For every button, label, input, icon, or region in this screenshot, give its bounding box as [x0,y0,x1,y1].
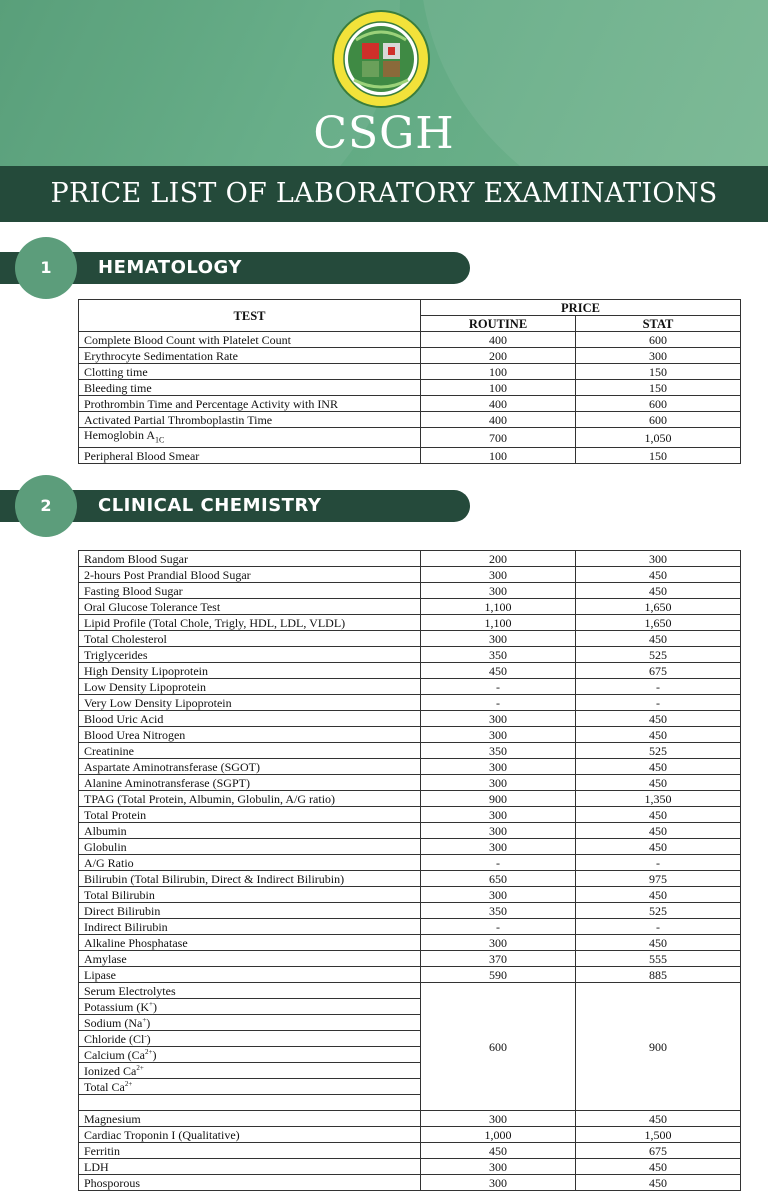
routine-price: 400 [421,332,576,348]
test-name: Potassium (K+) [79,999,421,1015]
test-name: Activated Partial Thromboplastin Time [79,412,421,428]
routine-price: 300 [421,583,576,599]
routine-price: 450 [421,1143,576,1159]
ion-charge: + [142,1015,147,1024]
table-row [79,1143,741,1159]
routine-price: 300 [421,631,576,647]
test-name: Creatinine [79,743,421,759]
test-name: Blood Urea Nitrogen [79,727,421,743]
test-name: Total Bilirubin [79,887,421,903]
test-name: Globulin [79,839,421,855]
table-row [79,615,741,631]
routine-price: - [421,679,576,695]
column-header-test: TEST [79,300,421,332]
stat-price: 1,650 [576,599,741,615]
column-header-stat: STAT [576,316,741,332]
test-name-text: Ionized Ca [84,1063,137,1078]
page-header [0,0,768,166]
stat-price: 885 [576,967,741,983]
test-name: Prothrombin Time and Percentage Activity with INR [79,396,421,412]
table-row [79,967,741,983]
test-name: Total Protein [79,807,421,823]
test-name: Fasting Blood Sugar [79,583,421,599]
section-title: CLINICAL CHEMISTRY [98,495,322,516]
ion-charge: 2+ [124,1079,133,1088]
stat-price: 450 [576,935,741,951]
stat-price: 450 [576,823,741,839]
table-row [79,348,741,364]
stat-price: 675 [576,663,741,679]
routine-price: 300 [421,727,576,743]
routine-price: 300 [421,807,576,823]
table-row [79,743,741,759]
stat-price: 450 [576,887,741,903]
routine-price: 300 [421,839,576,855]
stat-price: 300 [576,551,741,567]
stat-price: 150 [576,364,741,380]
stat-price: 975 [576,871,741,887]
table-row [79,364,741,380]
routine-price: 350 [421,647,576,663]
stat-price: 555 [576,951,741,967]
routine-price: 300 [421,759,576,775]
stat-price: - [576,679,741,695]
test-name: Total Cholesterol [79,631,421,647]
test-name: High Density Lipoprotein [79,663,421,679]
table-row [79,1159,741,1175]
routine-price: 350 [421,743,576,759]
table-row [79,807,741,823]
stat-price: 450 [576,839,741,855]
test-name: Very Low Density Lipoprotein [79,695,421,711]
table-row [79,428,741,448]
table-row [79,791,741,807]
routine-price: 1,000 [421,1127,576,1143]
test-name: Direct Bilirubin [79,903,421,919]
test-name: Albumin [79,823,421,839]
routine-price: 900 [421,791,576,807]
routine-price: 370 [421,951,576,967]
table-row [79,759,741,775]
stat-price: 300 [576,348,741,364]
stat-price: 1,500 [576,1127,741,1143]
stat-price: 525 [576,743,741,759]
stat-price: 450 [576,631,741,647]
stat-price: 450 [576,727,741,743]
routine-price: 700 [421,428,576,448]
table-row [79,1111,741,1127]
test-name: Peripheral Blood Smear [79,448,421,464]
stat-price: 525 [576,647,741,663]
table-row [79,663,741,679]
stat-price: 450 [576,775,741,791]
routine-price: 300 [421,1175,576,1191]
test-name: Indirect Bilirubin [79,919,421,935]
test-name-text: Hemoglobin A [84,428,155,442]
routine-price: 400 [421,412,576,428]
test-name: Clotting time [79,364,421,380]
table-row [79,448,741,464]
ion-charge: 2+ [144,1047,153,1056]
routine-price: 400 [421,396,576,412]
table-row [79,951,741,967]
test-name: Serum Electrolytes [79,983,421,999]
stat-price: 525 [576,903,741,919]
table-row [79,711,741,727]
routine-price: 200 [421,551,576,567]
test-name: Cardiac Troponin I (Qualitative) [79,1127,421,1143]
routine-price: 300 [421,887,576,903]
hematology-price-table [78,299,741,464]
section-number-badge: 1 [15,237,77,299]
table-row [79,647,741,663]
table-row [79,599,741,615]
routine-price: 300 [421,567,576,583]
routine-price: 300 [421,823,576,839]
table-row [79,631,741,647]
test-name: Lipid Profile (Total Chole, Trigly, HDL, LDL, VLDL) [79,615,421,631]
table-row [79,839,741,855]
section-title: HEMATOLOGY [98,257,242,278]
routine-price: - [421,855,576,871]
stat-price: 150 [576,380,741,396]
stat-price: - [576,919,741,935]
stat-price: 675 [576,1143,741,1159]
table-row [79,983,741,999]
stat-price: 450 [576,711,741,727]
table-row [79,679,741,695]
test-name: Low Density Lipoprotein [79,679,421,695]
table-row [79,695,741,711]
table-row [79,380,741,396]
routine-price: 100 [421,448,576,464]
brand-name: CSGH [313,108,455,159]
column-header-price: PRICE [421,300,741,316]
table-row [79,727,741,743]
empty-cell [79,1095,421,1111]
test-name: Bilirubin (Total Bilirubin, Direct & Indirect Bilirubin) [79,871,421,887]
test-name: Alkaline Phosphatase [79,935,421,951]
routine-price: 300 [421,711,576,727]
test-name: TPAG (Total Protein, Albumin, Globulin, A/G ratio) [79,791,421,807]
table-row [79,903,741,919]
table-row [79,1127,741,1143]
test-name-text: Total Ca [84,1079,125,1094]
test-name: 2-hours Post Prandial Blood Sugar [79,567,421,583]
stat-price: 450 [576,583,741,599]
table-row [79,871,741,887]
test-name: Blood Uric Acid [79,711,421,727]
routine-price: 1,100 [421,615,576,631]
test-name: Complete Blood Count with Platelet Count [79,332,421,348]
test-name [79,1079,421,1095]
stat-price: 1,050 [576,428,741,448]
test-name: Erythrocyte Sedimentation Rate [79,348,421,364]
test-name-text: Sodium (Na [84,1015,143,1030]
ion-charge: + [149,999,153,1008]
test-name-text: Calcium (Ca [84,1047,145,1062]
routine-price: - [421,695,576,711]
column-header-routine: ROUTINE [421,316,576,332]
routine-price: 600 [421,983,576,1111]
stat-price: 600 [576,332,741,348]
routine-price: 1,100 [421,599,576,615]
table-row [79,887,741,903]
routine-price: 300 [421,1159,576,1175]
routine-price: 450 [421,663,576,679]
test-name: Aspartate Aminotransferase (SGOT) [79,759,421,775]
test-name: Oral Glucose Tolerance Test [79,599,421,615]
test-name-text: Chloride (Cl [84,1031,145,1046]
test-name: Ferritin [79,1143,421,1159]
test-name: Random Blood Sugar [79,551,421,567]
test-name: Amylase [79,951,421,967]
stat-price: 600 [576,396,741,412]
stat-price: 1,350 [576,791,741,807]
stat-price: 450 [576,1159,741,1175]
test-name: Lipase [79,967,421,983]
table-row [79,775,741,791]
stat-price: 900 [576,983,741,1111]
stat-price: 450 [576,567,741,583]
routine-price: 300 [421,935,576,951]
test-name: Phosporous [79,1175,421,1191]
routine-price: 100 [421,364,576,380]
test-name [79,428,421,448]
table-row [79,935,741,951]
test-name: Alanine Aminotransferase (SGPT) [79,775,421,791]
table-row [79,583,741,599]
routine-price: - [421,919,576,935]
routine-price: 650 [421,871,576,887]
clinical-chemistry-price-table [78,550,741,1191]
stat-price: 1,650 [576,615,741,631]
stat-price: - [576,855,741,871]
test-name: Sodium (Na+) [79,1015,421,1031]
table-row [79,396,741,412]
routine-price: 100 [421,380,576,396]
ion-charge: - [144,1031,147,1040]
routine-price: 300 [421,775,576,791]
table-row [79,919,741,935]
test-name-text: Potassium (K [84,999,150,1014]
test-name: Triglycerides [79,647,421,663]
test-name: LDH [79,1159,421,1175]
table-row [79,551,741,567]
ion-charge: 2+ [136,1063,144,1072]
table-row [79,823,741,839]
test-name: Magnesium [79,1111,421,1127]
stat-price: - [576,695,741,711]
csgh-seal-logo-icon [332,10,430,108]
routine-price: 350 [421,903,576,919]
routine-price: 300 [421,1111,576,1127]
table-row [79,1175,741,1191]
page-title: PRICE LIST OF LABORATORY EXAMINATIONS [0,166,768,222]
routine-price: 590 [421,967,576,983]
table-row [79,567,741,583]
stat-price: 450 [576,759,741,775]
table-row [79,412,741,428]
test-name: A/G Ratio [79,855,421,871]
stat-price: 450 [576,1111,741,1127]
stat-price: 600 [576,412,741,428]
table-row [79,332,741,348]
test-name: Calcium $(Ca^{2+})$ [79,1047,421,1063]
stat-price: 150 [576,448,741,464]
test-name: Chloride (Cl-) [79,1031,421,1047]
stat-price: 450 [576,807,741,823]
table-row [79,855,741,871]
stat-price: 450 [576,1175,741,1191]
test-name [79,1063,421,1079]
routine-price: 200 [421,348,576,364]
test-name: Bleeding time [79,380,421,396]
test-name-subscript: 1C [155,435,165,445]
section-number-badge: 2 [15,475,77,537]
